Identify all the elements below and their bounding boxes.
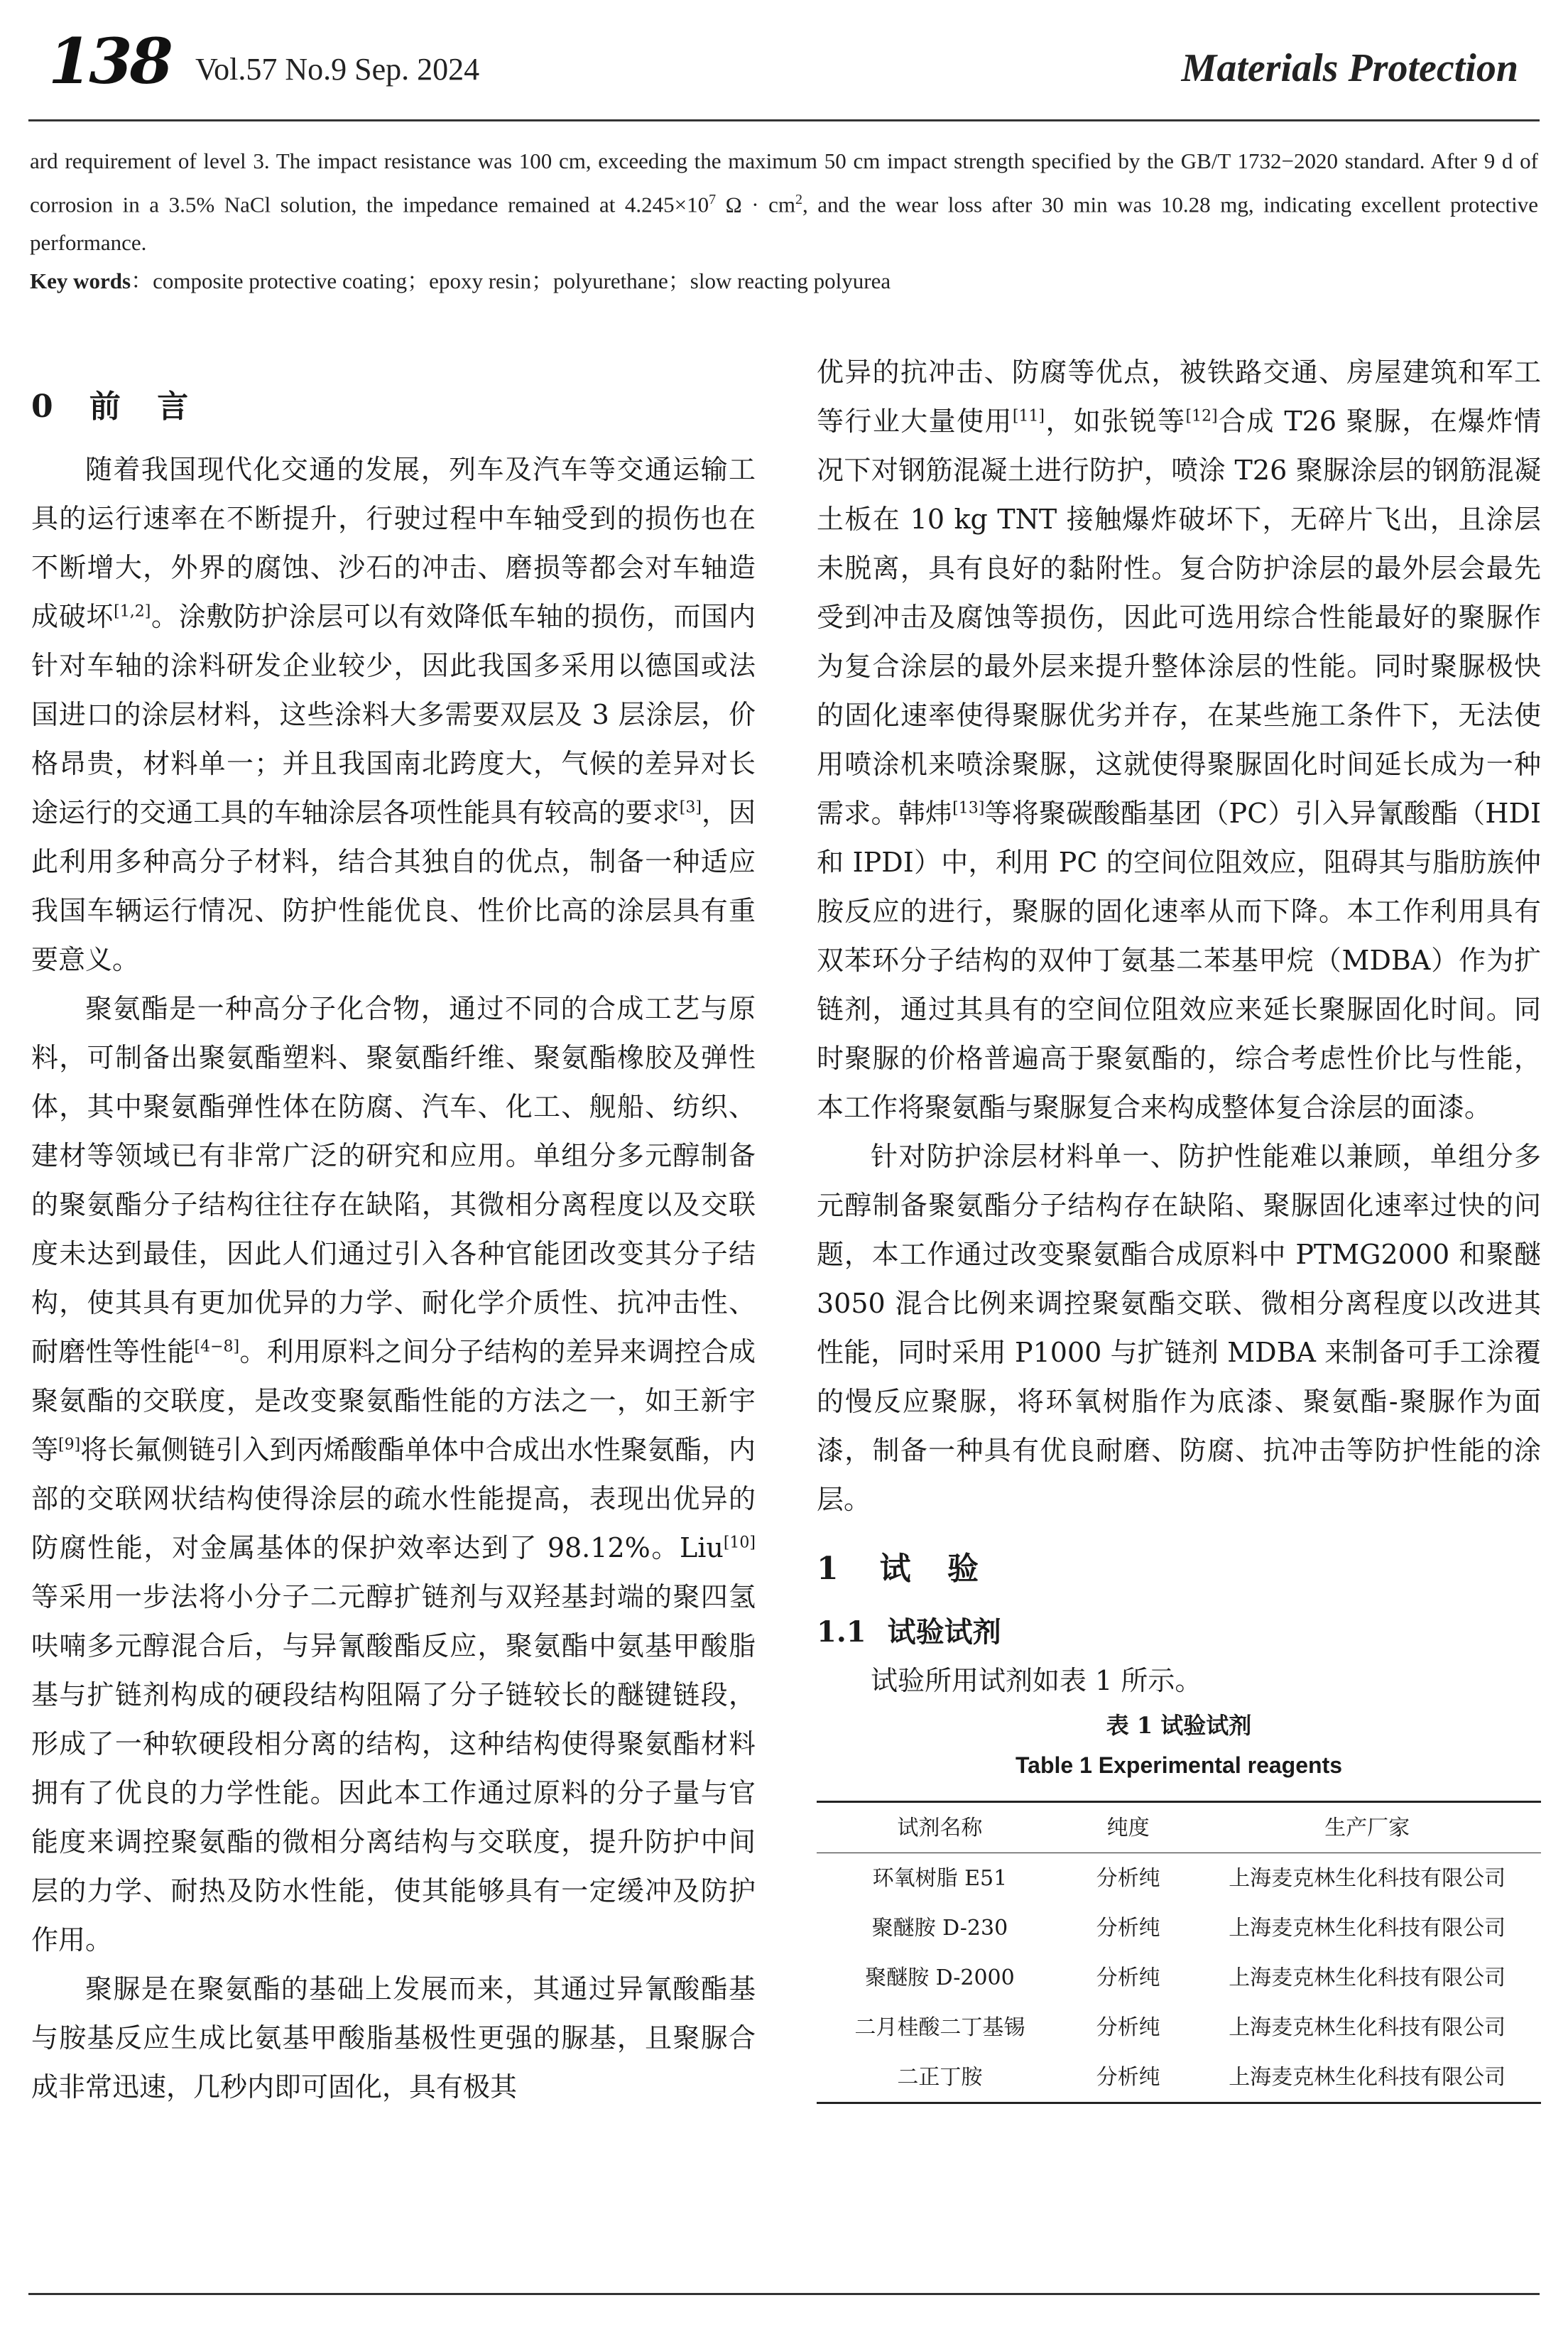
- citation: [10]: [723, 1534, 756, 1552]
- keywords-text: ：composite protective coating；epoxy resin；polyurethane；slow reacting polyurea: [131, 269, 891, 294]
- paragraph: [31, 445, 756, 985]
- paragraph-text: 试验所用试剂如表 1 所示。: [871, 1665, 1202, 1696]
- paragraph-text: 等采用一步法将小分子二元醇扩链剂与双羟基封端的聚四氢呋喃多元醇混合后，与异氰酸酯反应，聚氨酯中氨基甲酸脂基与扩链剂构成的硬段结构阻隔了分子链较长的醚键链段，形成了一种软硬段相分离的结构，这种结构使得聚氨酯材料拥有了优良的力学性能。因此本工作通过原料的分子量与官能度来调控聚氨酯的微相分离结构与交联度，提升防护中间层的力学、耐热及防水性能，使其能够具有一定缓冲及防护作用。: [31, 1581, 756, 1956]
- keywords: [30, 262, 1538, 300]
- exponent: 7: [709, 192, 717, 207]
- paragraph: [817, 1132, 1541, 1524]
- citation: [9]: [58, 1436, 81, 1454]
- journal-name: Materials Protection: [1181, 46, 1518, 90]
- abstract-block: [30, 142, 1538, 300]
- reagents-table: [817, 1801, 1541, 2104]
- exponent: 2: [795, 192, 802, 207]
- table-caption-cn: 表 1 试验试剂: [1106, 1712, 1252, 1739]
- paragraph-text: 。利用原料之间分子结构的差异来调控合成聚氨酯的交联度，是改变聚氨酯性能的方法之一，如王新宇等: [31, 1336, 756, 1465]
- paragraph-text: ，如张锐等: [1045, 406, 1186, 437]
- abstract-line: ard requirement of level 3. The impact resistance was 100 cm, exceeding the maximum 50 cm impact strength specified by the GB/T 1732−2020 standard. After 9 d of corrosion in a 3.5% NaCl solution, the impedance remained at 4.245×10: [30, 148, 1538, 217]
- subsection-heading-reagents: [817, 1607, 1541, 1656]
- table-cell: 二正丁胺: [897, 2064, 983, 2090]
- table-cell: 分析纯: [1096, 1965, 1160, 1990]
- table-cell: 分析纯: [1096, 2014, 1160, 2040]
- section-heading-experiment: [817, 1544, 1541, 1593]
- paragraph: [31, 1965, 756, 2112]
- paragraph-continued: [817, 348, 1541, 1132]
- table-cell: 上海麦克林生化科技有限公司: [1229, 1915, 1506, 1941]
- citation: [1,2]: [114, 602, 151, 621]
- keywords-label: Key words: [30, 269, 131, 294]
- table-cell: 上海麦克林生化科技有限公司: [1229, 1965, 1506, 1990]
- citation: [12]: [1185, 407, 1218, 425]
- paragraph-text: 针对防护涂层材料单一、防护性能难以兼顾，单组分多元醇制备聚氨酯分子结构存在缺陷、聚脲固化速率过快的问题，本工作通过改变聚氨酯合成原料中 PTMG2000 和聚醚 3050 混合比例来调控聚氨酯交联、微相分离程度以改进其性能，同时采用 P1000 与扩链剂 MDBA 来制备可手工涂覆的慢反应聚脲，将环氧树脂作为底漆、聚氨酯-聚脲作为面漆，制备一种具有优良耐磨、防腐、抗冲击等防护性能的涂层。: [817, 1141, 1541, 1515]
- paragraph-text: 随着我国现代化交通的发展，列车及汽车等交通运输工具的运行速率在不断提升，行驶过程中车轴受到的损伤也在不断增大，外界的腐蚀、沙石的冲击、磨损等都会对车轴造成破坏: [31, 454, 756, 632]
- paragraph-text: 聚氨酯是一种高分子化合物，通过不同的合成工艺与原料，可制备出聚氨酯塑料、聚氨酯纤维、聚氨酯橡胶及弹性体，其中聚氨酯弹性体在防腐、汽车、化工、舰船、纺织、建材等领域已有非常广泛的研究和应用。单组分多元醇制备的聚氨酯分子结构往往存在缺陷，其微相分离程度以及交联度未达到最佳，因此人们通过引入各种官能团改变其分子结构，使其具有更加优异的力学、耐化学介质性、抗冲击性、耐磨性等性能: [31, 993, 756, 1367]
- column-header: 试剂名称: [897, 1815, 983, 1840]
- abstract-line: , and the wear loss after 30 min was 10.28 mg, indicating excellent protective performance.: [30, 192, 1539, 256]
- left-column: [31, 375, 756, 2112]
- section-heading-intro: 0 前 言: [31, 389, 202, 425]
- table-row: [817, 1953, 1541, 2002]
- paragraph-text: 等将聚碳酸酯基团（PC）引入异氰酸酯（HDI 和 IPDI）中，利用 PC 的空间位阻效应，阻碍其与脂肪族仲胺反应的进行，聚脲的固化速率从而下降。本工作利用具有双苯环分子结构的双仲丁氨基二苯基甲烷（MDBA）作为扩链剂，通过其具有的空间位阻效应来延长聚脲固化时间。同时聚脲的价格普遍高于聚氨酯的，综合考虑性价比与性能，本工作将聚氨酯与聚脲复合来构成整体复合涂层的面漆。: [817, 798, 1541, 1123]
- paragraph-text: 合成 T26 聚脲，在爆炸情况下对钢筋混凝土进行防护，喷涂 T26 聚脲涂层的钢筋混凝土板在 10 kg TNT 接触爆炸破坏下，无碎片飞出，且涂层未脱离，具有良好的黏附性。复合防护涂层的最外层会最先受到冲击及腐蚀等损伤，因此可选用综合性能最好的聚脲作为复合涂层的最外层来提升整体涂层的性能。同时聚脲极快的固化速率使得聚脲优劣并存，在某些施工条件下，无法使用喷涂机来喷涂聚脲，这就使得聚脲固化时间延长成为一种需求。韩炜: [817, 406, 1541, 829]
- table-header-row: [817, 1802, 1541, 1853]
- subsection-title: 试验试剂: [887, 1615, 1001, 1649]
- table-cell: 分析纯: [1096, 1865, 1160, 1891]
- table-cell: 聚醚胺 D-230: [871, 1915, 1008, 1941]
- table-cell: 上海麦克林生化科技有限公司: [1229, 2064, 1506, 2090]
- table-cell: 环氧树脂 E51: [872, 1865, 1008, 1891]
- paragraph: [31, 985, 756, 1965]
- citation: [4−8]: [194, 1338, 240, 1356]
- paragraph-text: ，因此利用多种高分子材料，结合其独自的优点，制备一种适应我国车辆运行情况、防护性能优良、性价比高的涂层具有重要意义。: [31, 797, 756, 975]
- column-header: 生产厂家: [1324, 1815, 1410, 1840]
- table-cell: 二月桂酸二丁基锡: [854, 2014, 1025, 2040]
- footer-rule: [28, 2293, 1540, 2295]
- right-column: [817, 348, 1541, 2104]
- paragraph-text: 将长氟侧链引入到丙烯酸酯单体中合成出水性聚氨酯，内部的交联网状结构使得涂层的疏水性能提高，表现出优异的防腐性能，对金属基体的保护效率达到了 98.12%。Liu: [31, 1434, 756, 1563]
- table-cell: 上海麦克林生化科技有限公司: [1229, 2014, 1506, 2040]
- table-row: [817, 1903, 1541, 1953]
- citation: [11]: [1012, 407, 1045, 425]
- table-row: [817, 2002, 1541, 2052]
- citation: [3]: [679, 798, 702, 817]
- table-row: [817, 2052, 1541, 2103]
- citation: [13]: [952, 799, 985, 818]
- abstract-text: [30, 142, 1538, 262]
- table-row: [817, 1853, 1541, 1904]
- header-rule: [28, 119, 1540, 121]
- page-header: [0, 0, 1568, 142]
- paragraph-text: 优异的抗冲击、防腐等优点，被铁路交通、房屋建筑和军工等行业大量使用: [817, 357, 1541, 437]
- table-cell: 分析纯: [1096, 2064, 1160, 2090]
- subsection-number: 1.1: [817, 1615, 866, 1649]
- column-header: 纯度: [1106, 1815, 1150, 1840]
- table-cell: 分析纯: [1096, 1915, 1160, 1941]
- table-cell: 上海麦克林生化科技有限公司: [1229, 1865, 1506, 1891]
- journal-issue: Vol.57 No.9 Sep. 2024: [195, 52, 480, 87]
- paragraph-text: 。涂敷防护涂层可以有效降低车轴的损伤，而国内针对车轴的涂料研发企业较少，因此我国多采用以德国或法国进口的涂层材料，这些涂料大多需要双层及 3 层涂层，价格昂贵，材料单一；并且我国南北跨度大，气候的差异对长途运行的交通工具的车轴涂层各项性能具有较高的要求: [31, 601, 756, 828]
- section-title: 试 验: [879, 1551, 991, 1587]
- table-cell: 聚醚胺 D-2000: [865, 1965, 1015, 1990]
- page-number: 138: [48, 24, 170, 98]
- abstract-unit: Ω · cm: [716, 192, 795, 217]
- table-caption-en: Table 1 Experimental reagents: [1015, 1752, 1343, 1778]
- section-number: 1: [817, 1551, 851, 1587]
- paragraph-text: 聚脲是在聚氨酯的基础上发展而来，其通过异氰酸酯基与胺基反应生成比氨基甲酸脂基极性更强的脲基，且聚脲合成非常迅速，几秒内即可固化，具有极其: [31, 1973, 756, 2103]
- paragraph: [817, 1656, 1541, 1705]
